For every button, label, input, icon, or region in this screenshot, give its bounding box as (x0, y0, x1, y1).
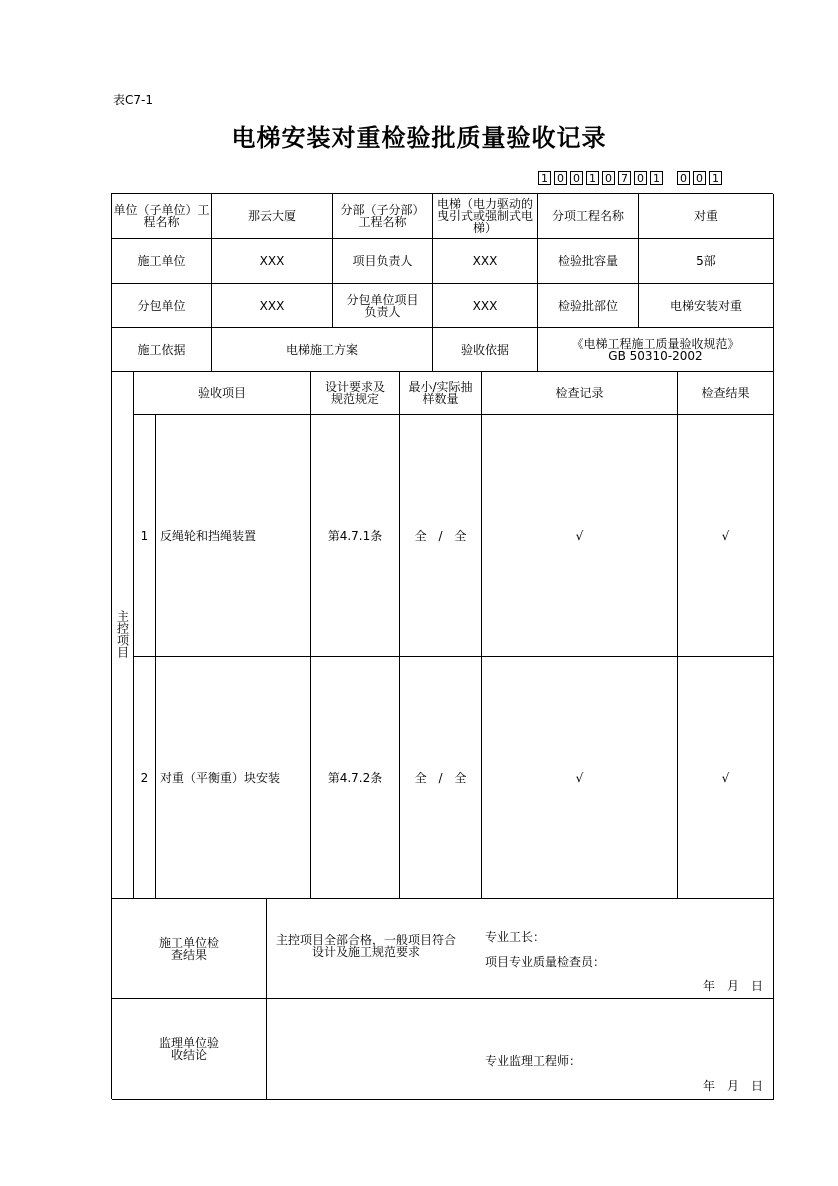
code-digit: 1 (650, 171, 663, 185)
item-result: √ (678, 657, 774, 899)
item-clause: 第4.7.1条 (311, 415, 400, 657)
form-code: 表C7-1 (113, 93, 153, 107)
capacity-label: 检验批容量 (538, 239, 639, 284)
part-value: 电梯安装对重 (639, 284, 774, 328)
division-value: 电梯（电力驱动的曳引式或强制式电梯） (433, 194, 538, 239)
basis-value: 电梯施工方案 (212, 328, 433, 372)
item-sample: 全 / 全 (400, 657, 482, 899)
sub-pm-label: 分包单位项目负责人 (333, 284, 433, 328)
pm-value: XXX (433, 239, 538, 284)
record-code (538, 171, 722, 187)
col-header-record: 检查记录 (482, 372, 678, 415)
code-digit: 1 (586, 171, 599, 185)
col-header-sample: 最小/实际抽样数量 (400, 372, 482, 415)
part-label: 检验批部位 (538, 284, 639, 328)
item-result: √ (678, 415, 774, 657)
main-control-section-label (112, 372, 134, 899)
item-record: √ (482, 415, 678, 657)
code-suffix-digit: 0 (693, 171, 706, 185)
supervise-check-area (267, 999, 774, 1100)
construct-check-area (267, 899, 774, 999)
basis-label: 施工依据 (112, 328, 212, 372)
accept-basis-line1: 《电梯工程施工质量验收规范》 (571, 336, 740, 351)
item-record: √ (482, 657, 678, 899)
sub-unit-value: XXX (212, 284, 333, 328)
item-no: 1 (134, 415, 156, 657)
supervise-check-label: 监理单位验收结论 (112, 999, 267, 1100)
supervise-date: 年 月 日 (703, 1079, 764, 1093)
engineer-label: 专业监理工程师： (485, 1054, 582, 1068)
code-suffix-digit: 0 (677, 171, 690, 185)
item-no: 2 (134, 657, 156, 899)
construct-check-label: 施工单位检查结果 (112, 899, 267, 999)
accept-basis-line2: GB 50310-2002 (608, 348, 703, 363)
item-name: 对重（平衡重）块安装 (156, 657, 311, 899)
foreman-label: 专业工长： (485, 930, 546, 944)
code-digit: 1 (538, 171, 551, 185)
subitem-label: 分项工程名称 (538, 194, 639, 239)
code-digit: 0 (570, 171, 583, 185)
construct-check-text: 主控项目全部合格，一般项目符合设计及施工规范要求 (275, 933, 456, 959)
subitem-value: 对重 (639, 194, 774, 239)
sub-unit-label: 分包单位 (112, 284, 212, 328)
accept-basis-label: 验收依据 (433, 328, 538, 372)
code-digit: 0 (602, 171, 615, 185)
section-label-text: 主控项目 (115, 610, 130, 658)
item-clause: 第4.7.2条 (311, 657, 400, 899)
code-digit: 0 (634, 171, 647, 185)
capacity-value: 5部 (639, 239, 774, 284)
unit-label: 单位（子单位）工程名称 (112, 194, 212, 239)
division-label: 分部（子分部）工程名称 (333, 194, 433, 239)
inspection-form-table (111, 193, 773, 1099)
page-title: 电梯安装对重检验批质量验收记录 (231, 124, 607, 152)
code-suffix-digit: 1 (709, 171, 722, 185)
unit-value: 那云大厦 (212, 194, 333, 239)
col-header-design: 设计要求及规范规定 (311, 372, 400, 415)
pm-label: 项目负责人 (333, 239, 433, 284)
code-digit: 7 (618, 171, 631, 185)
col-header-result: 检查结果 (678, 372, 774, 415)
accept-basis-value (538, 328, 774, 372)
construct-unit-label: 施工单位 (112, 239, 212, 284)
sub-pm-value: XXX (433, 284, 538, 328)
code-digit: 0 (554, 171, 567, 185)
construct-unit-value: XXX (212, 239, 333, 284)
inspector-label: 项目专业质量检查员： (485, 955, 606, 969)
col-header-item: 验收项目 (134, 372, 311, 415)
construct-date: 年 月 日 (703, 979, 764, 993)
item-name: 反绳轮和挡绳装置 (156, 415, 311, 657)
item-sample: 全 / 全 (400, 415, 482, 657)
